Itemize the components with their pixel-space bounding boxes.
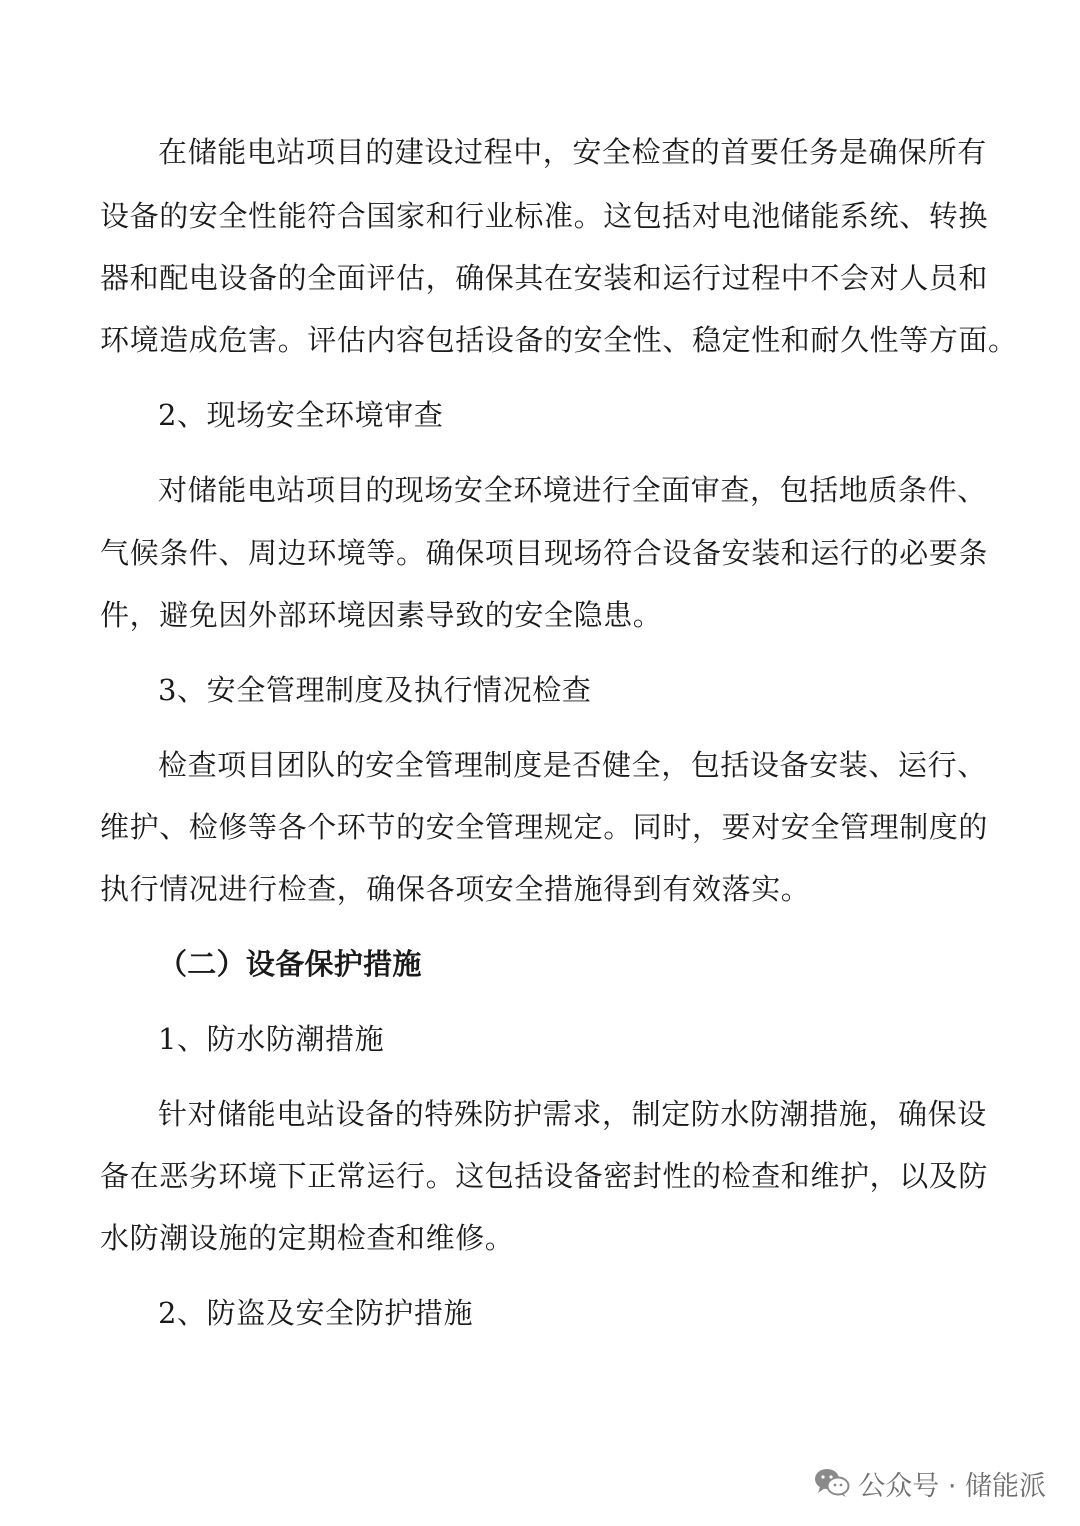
paragraph-line: 针对储能电站设备的特殊防护需求，制定防水防潮措施，确保设: [158, 1097, 987, 1131]
paragraph-line: 备在恶劣环境下正常运行。这包括设备密封性的检查和维护，以及防: [100, 1159, 989, 1193]
paragraph-line: 执行情况进行检查，确保各项安全措施得到有效落实。: [100, 872, 811, 906]
paragraph-line: 设备的安全性能符合国家和行业标准。这包括对电池储能系统、转换: [100, 199, 989, 233]
paragraph-line: 检查项目团队的安全管理制度是否健全，包括设备安装、运行、: [158, 748, 987, 782]
section-heading: （二）设备保护措施: [158, 947, 422, 981]
watermark: [814, 1463, 1046, 1503]
paragraph-line: 环境造成危害。评估内容包括设备的安全性、稳定性和耐久性等方面。: [100, 323, 1018, 357]
paragraph-line: 对储能电站项目的现场安全环境进行全面审查，包括地质条件、: [158, 473, 987, 507]
wechat-icon: [814, 1467, 850, 1499]
subsection-heading: 3、安全管理制度及执行情况检查: [158, 673, 592, 707]
paragraph-line: 器和配电设备的全面评估，确保其在安装和运行过程中不会对人员和: [100, 261, 989, 295]
subsection-heading: 1、防水防潮措施: [158, 1022, 385, 1056]
subsection-heading: 2、现场安全环境审查: [158, 398, 444, 432]
paragraph-line: 件，避免因外部环境因素导致的安全隐患。: [100, 598, 663, 632]
paragraph-line: 在储能电站项目的建设过程中，安全检查的首要任务是确保所有: [158, 135, 987, 169]
paragraph-line: 维护、检修等各个环节的安全管理规定。同时，要对安全管理制度的: [100, 810, 989, 844]
watermark-text: 公众号 · 储能派: [858, 1470, 1046, 1502]
paragraph-line: 气候条件、周边环境等。确保项目现场符合设备安装和运行的必要条: [100, 536, 989, 570]
paragraph-line: 水防潮设施的定期检查和维修。: [100, 1221, 515, 1255]
subsection-heading: 2、防盗及安全防护措施: [158, 1296, 474, 1330]
